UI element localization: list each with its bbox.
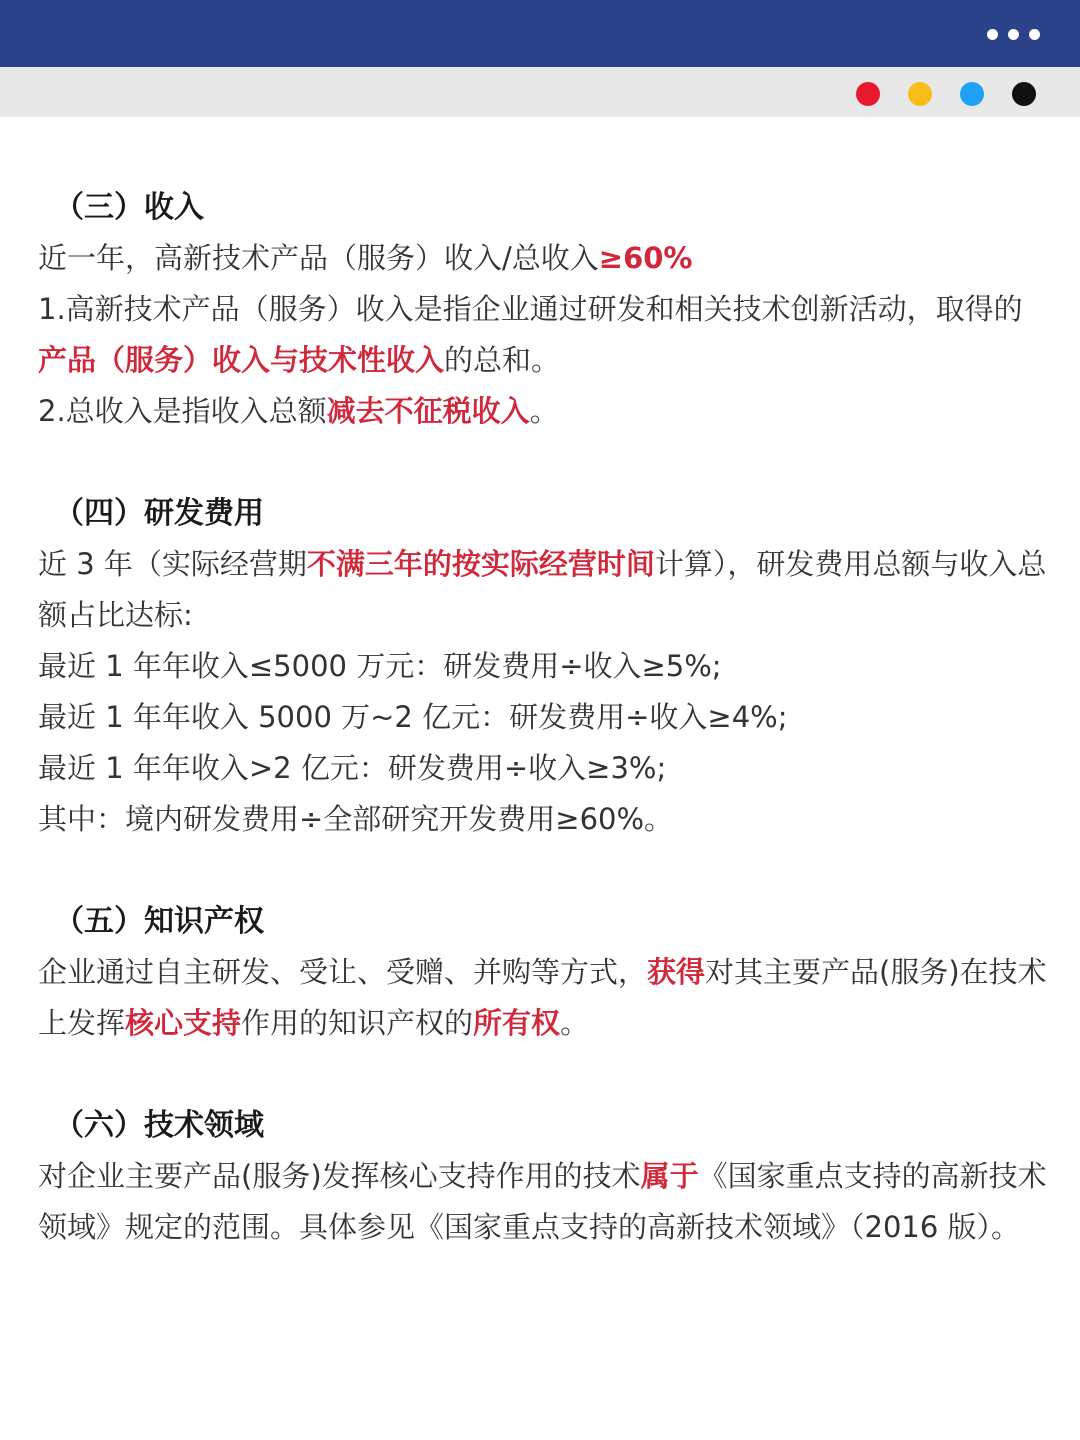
paragraph: 近一年，高新技术产品（服务）收入/总收入≥60% — [38, 241, 693, 275]
paragraph: 最近 1 年年收入≤5000 万元：研发费用÷收入≥5%; — [38, 649, 722, 683]
paragraph: 1.高新技术产品（服务）收入是指企业通过研发和相关技术创新活动，取得的产品（服务）收入与技术性收入的总和。 — [38, 292, 1023, 377]
section-tech-field — [38, 1101, 1048, 1253]
section-title: （四）研发费用 — [54, 496, 264, 531]
paragraph: 对企业主要产品(服务)发挥核心支持作用的技术属于《国家重点支持的高新技术领域》规定的范围。具体参见《国家重点支持的高新技术领域》（2016 版）。 — [38, 1159, 1047, 1244]
paragraph: 企业通过自主研发、受让、受赠、并购等方式，获得对其主要产品(服务)在技术上发挥核心支持作用的知识产权的所有权。 — [38, 955, 1047, 1040]
more-dot — [1029, 29, 1040, 40]
section-income — [38, 183, 1048, 437]
red-dot-icon — [856, 82, 880, 106]
section-title: （三）收入 — [54, 190, 204, 225]
more-dot — [987, 29, 998, 40]
paragraph: 2.总收入是指收入总额减去不征税收入。 — [38, 394, 559, 428]
section-rd-expense — [38, 489, 1048, 845]
blue-dot-icon — [960, 82, 984, 106]
color-toolbar — [0, 67, 1080, 117]
paragraph: 最近 1 年年收入 5000 万~2 亿元：研发费用÷收入≥4%; — [38, 700, 788, 734]
section-title: （五）知识产权 — [54, 904, 264, 939]
section-ip — [38, 897, 1048, 1049]
yellow-dot-icon — [908, 82, 932, 106]
document-body — [38, 183, 1048, 1305]
paragraph: 最近 1 年年收入>2 亿元：研发费用÷收入≥3%; — [38, 751, 667, 785]
more-dots-icon[interactable] — [987, 29, 1040, 40]
paragraph: 其中：境内研发费用÷全部研究开发费用≥60%。 — [38, 802, 674, 836]
black-dot-icon — [1012, 82, 1036, 106]
top-bar — [0, 0, 1080, 67]
color-dots — [856, 82, 1036, 106]
paragraph: 近 3 年（实际经营期不满三年的按实际经营时间计算），研发费用总额与收入总额占比达标: — [38, 547, 1047, 632]
section-title: （六）技术领域 — [54, 1108, 264, 1143]
more-dot — [1008, 29, 1019, 40]
